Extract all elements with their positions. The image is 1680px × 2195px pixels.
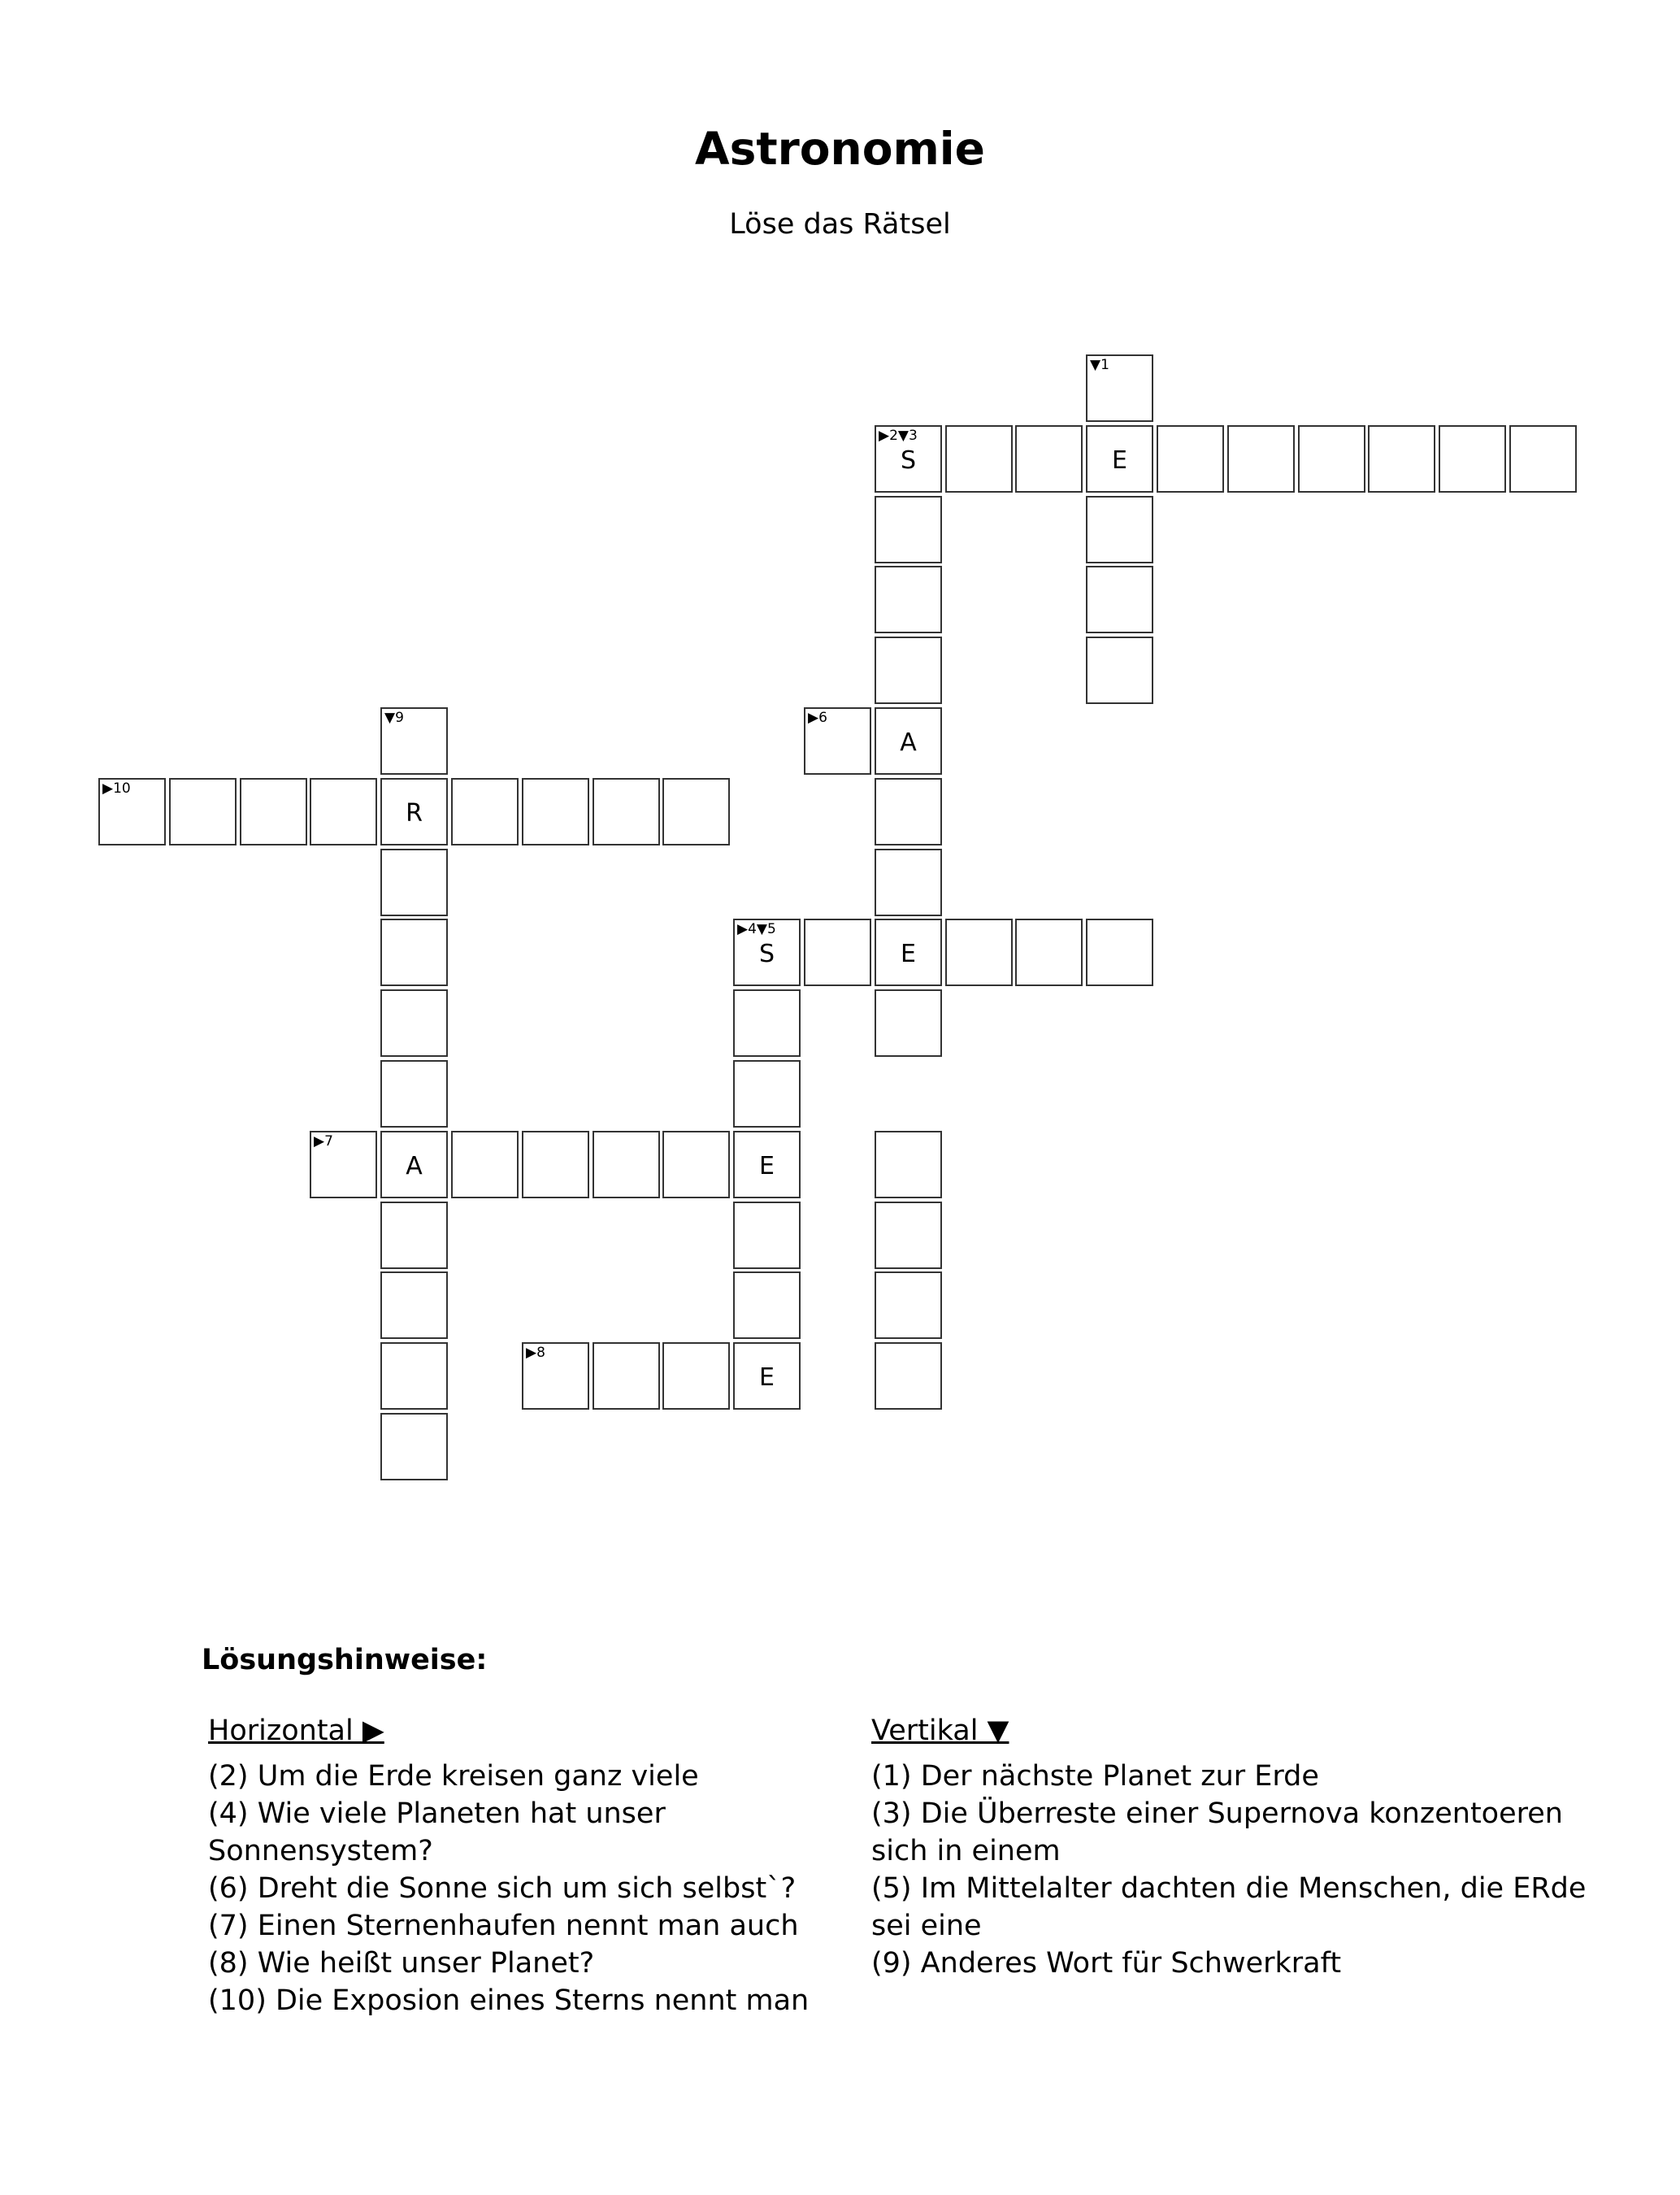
vertical-heading: Vertikal ▼ xyxy=(871,1715,1009,1747)
crossword-cell[interactable] xyxy=(804,707,871,775)
cell-letter: S xyxy=(758,940,775,968)
crossword-cell[interactable] xyxy=(451,1131,519,1198)
crossword-cell[interactable] xyxy=(1086,354,1153,422)
crossword-cell[interactable] xyxy=(380,778,448,845)
crossword-cell[interactable] xyxy=(945,919,1013,986)
crossword-cell[interactable] xyxy=(733,919,801,986)
crossword-cell[interactable] xyxy=(1086,566,1153,633)
crossword-cell[interactable] xyxy=(733,989,801,1057)
horizontal-clues xyxy=(208,1712,826,2019)
crossword-cell[interactable] xyxy=(875,566,942,633)
crossword-cell[interactable] xyxy=(310,1131,377,1198)
clue-number: ▼9 xyxy=(384,710,404,726)
crossword-cell[interactable] xyxy=(875,496,942,563)
crossword-cell[interactable] xyxy=(1439,425,1506,493)
horizontal-clue: (8) Wie heißt unser Planet? xyxy=(208,1947,595,1980)
crossword-cell[interactable] xyxy=(380,1131,448,1198)
cell-letter: E xyxy=(901,940,916,968)
vertical-clues xyxy=(871,1712,1603,1982)
clue-number: ▶7 xyxy=(314,1133,333,1150)
crossword-cell[interactable] xyxy=(875,778,942,845)
crossword-cell[interactable] xyxy=(875,707,942,775)
crossword-cell[interactable] xyxy=(875,1202,942,1269)
crossword-cell[interactable] xyxy=(98,778,166,845)
crossword-cell[interactable] xyxy=(522,1131,589,1198)
clue-number: ▶6 xyxy=(808,710,827,726)
crossword-cell[interactable] xyxy=(1157,425,1224,493)
vertical-clue: (3) Die Überreste einer Supernova konzentoeren sich in einem xyxy=(871,1797,1563,1867)
cell-letter: A xyxy=(900,728,917,757)
crossword-cell[interactable] xyxy=(875,637,942,704)
vertical-clue: (5) Im Mittelalter dachten die Menschen, die ERde sei eine xyxy=(871,1872,1587,1942)
crossword-cell[interactable] xyxy=(1086,637,1153,704)
crossword-cell[interactable] xyxy=(380,849,448,916)
crossword-cell[interactable] xyxy=(593,778,660,845)
crossword-cell[interactable] xyxy=(733,1342,801,1410)
crossword-cell[interactable] xyxy=(875,849,942,916)
cell-letter: E xyxy=(759,1363,775,1392)
clue-number: ▼1 xyxy=(1090,357,1109,373)
crossword-cell[interactable] xyxy=(380,1342,448,1410)
horizontal-clue: (2) Um die Erde kreisen ganz viele xyxy=(208,1760,699,1793)
crossword-cell[interactable] xyxy=(733,1060,801,1128)
crossword-cell[interactable] xyxy=(1086,425,1153,493)
cell-letter: E xyxy=(759,1152,775,1180)
horizontal-clue: (7) Einen Sternenhaufen nennt man auch xyxy=(208,1910,799,1942)
crossword-cell[interactable] xyxy=(662,1131,730,1198)
page-title: Astronomie xyxy=(695,123,985,175)
horizontal-heading: Horizontal ▶ xyxy=(208,1715,384,1747)
crossword-cell[interactable] xyxy=(380,707,448,775)
crossword-cell[interactable] xyxy=(733,1131,801,1198)
clue-number: ▶4▼5 xyxy=(737,921,776,937)
cell-letter: R xyxy=(406,799,423,828)
crossword-cell[interactable] xyxy=(1015,425,1083,493)
hints-title: Lösungshinweise: xyxy=(202,1644,488,1676)
crossword-cell[interactable] xyxy=(310,778,377,845)
cell-letter: E xyxy=(1112,446,1127,475)
crossword-cell[interactable] xyxy=(593,1342,660,1410)
horizontal-clue: (10) Die Exposion eines Sterns nennt man xyxy=(208,1984,810,2017)
crossword-cell[interactable] xyxy=(875,1131,942,1198)
crossword-cell[interactable] xyxy=(522,1342,589,1410)
crossword-cell[interactable] xyxy=(804,919,871,986)
crossword-cell[interactable] xyxy=(875,989,942,1057)
crossword-cell[interactable] xyxy=(240,778,307,845)
crossword-cell[interactable] xyxy=(662,1342,730,1410)
page-subtitle: Löse das Rätsel xyxy=(729,208,951,241)
crossword-cell[interactable] xyxy=(451,778,519,845)
crossword-cell[interactable] xyxy=(875,425,942,493)
crossword-cell[interactable] xyxy=(945,425,1013,493)
crossword-cell[interactable] xyxy=(1086,919,1153,986)
crossword-cell[interactable] xyxy=(662,778,730,845)
horizontal-clue: (4) Wie viele Planeten hat unser Sonnensystem? xyxy=(208,1797,666,1867)
clue-number: ▶2▼3 xyxy=(879,428,918,444)
crossword-cell[interactable] xyxy=(733,1271,801,1339)
crossword-cell[interactable] xyxy=(380,1413,448,1480)
vertical-clue: (1) Der nächste Planet zur Erde xyxy=(871,1760,1319,1793)
crossword-cell[interactable] xyxy=(1509,425,1577,493)
crossword-cell[interactable] xyxy=(522,778,589,845)
crossword-cell[interactable] xyxy=(875,1342,942,1410)
crossword-cell[interactable] xyxy=(380,1202,448,1269)
crossword-cell[interactable] xyxy=(380,989,448,1057)
crossword-cell[interactable] xyxy=(1086,496,1153,563)
clue-number: ▶8 xyxy=(526,1345,545,1361)
crossword-cell[interactable] xyxy=(380,1271,448,1339)
crossword-cell[interactable] xyxy=(1227,425,1295,493)
crossword-cell[interactable] xyxy=(733,1202,801,1269)
cell-letter: A xyxy=(406,1152,423,1180)
vertical-clue: (9) Anderes Wort für Schwerkraft xyxy=(871,1947,1342,1980)
crossword-cell[interactable] xyxy=(380,1060,448,1128)
crossword-cell[interactable] xyxy=(1298,425,1365,493)
crossword-cell[interactable] xyxy=(1368,425,1435,493)
crossword-cell[interactable] xyxy=(380,919,448,986)
crossword-cell[interactable] xyxy=(1015,919,1083,986)
cell-letter: S xyxy=(900,446,917,475)
crossword-cell[interactable] xyxy=(593,1131,660,1198)
horizontal-clue: (6) Dreht die Sonne sich um sich selbst`? xyxy=(208,1872,797,1905)
clue-number: ▶10 xyxy=(102,780,131,797)
crossword-cell[interactable] xyxy=(875,1271,942,1339)
crossword-cell[interactable] xyxy=(875,919,942,986)
crossword-cell[interactable] xyxy=(169,778,237,845)
